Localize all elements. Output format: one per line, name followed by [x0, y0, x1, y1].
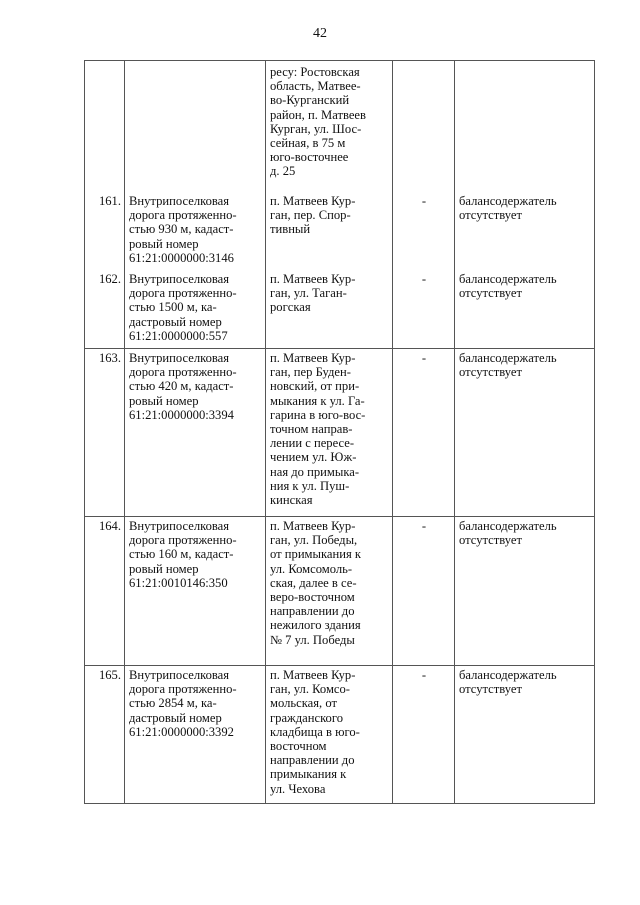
object-address: п. Матвеев Кур- ган, ул. Комсо- мольская, от гражданского кладбища в юго- восточном направлении до примыкания к ул. Чехова: [266, 666, 393, 804]
object-address: п. Матвеев Кур- ган, пер. Спор- тивный: [266, 192, 393, 270]
dash-cell: [393, 61, 455, 193]
object-name: Внутрипоселковая дорога протяженно- стью 420 м, кадаст- ровый номер 61:21:0000000:3394: [125, 349, 266, 517]
object-address: п. Матвеев Кур- ган, ул. Таган- рогская: [266, 270, 393, 349]
balance-holder: балансодержатель отсутствует: [455, 192, 595, 270]
object-name: Внутрипоселковая дорога протяженно- стью 930 м, кадаст- ровый номер 61:21:0000000:3146: [125, 192, 266, 270]
table-row: [85, 270, 595, 349]
row-number: 161.: [85, 192, 125, 270]
table-row: [85, 61, 595, 193]
object-address: п. Матвеев Кур- ган, пер Буден- новский, от при- мыкания к ул. Га- гарина в юго-вос- точном направ- лении с пересе- чением ул. Юж- ная до примыка- ния к ул. Пуш- кинская: [266, 349, 393, 517]
page-number: 42: [313, 26, 327, 41]
object-address: п. Матвеев Кур- ган, ул. Победы, от примыкания к ул. Комсомоль- ская, далее в се- веро-восточном направлении до нежилого здания № 7 ул. Победы: [266, 517, 393, 666]
table-row: [85, 192, 595, 270]
object-address: ресу: Ростовская область, Матвее- во-Курганский район, п. Матвеев Курган, ул. Шос- сейная, в 75 м юго-восточнее д. 25: [266, 61, 393, 193]
dash-cell: -: [393, 192, 455, 270]
balance-holder: балансодержатель отсутствует: [455, 666, 595, 804]
table-row: [85, 666, 595, 804]
dash-cell: -: [393, 270, 455, 349]
table-row: [85, 517, 595, 666]
balance-holder: балансодержатель отсутствует: [455, 270, 595, 349]
balance-holder: [455, 61, 595, 193]
object-name: [125, 61, 266, 193]
balance-holder: балансодержатель отсутствует: [455, 517, 595, 666]
object-name: Внутрипоселковая дорога протяженно- стью 160 м, кадаст- ровый номер 61:21:0010146:350: [125, 517, 266, 666]
row-number: 164.: [85, 517, 125, 666]
object-name: Внутрипоселковая дорога протяженно- стью 2854 м, ка- дастровый номер 61:21:0000000:3392: [125, 666, 266, 804]
balance-holder: балансодержатель отсутствует: [455, 349, 595, 517]
row-number: 163.: [85, 349, 125, 517]
dash-cell: -: [393, 349, 455, 517]
dash-cell: -: [393, 517, 455, 666]
row-number: [85, 61, 125, 193]
dash-cell: -: [393, 666, 455, 804]
row-number: 162.: [85, 270, 125, 349]
road-registry-table: [84, 60, 595, 804]
table-row: [85, 349, 595, 517]
row-number: 165.: [85, 666, 125, 804]
object-name: Внутрипоселковая дорога протяженно- стью 1500 м, ка- дастровый номер 61:21:0000000:557: [125, 270, 266, 349]
